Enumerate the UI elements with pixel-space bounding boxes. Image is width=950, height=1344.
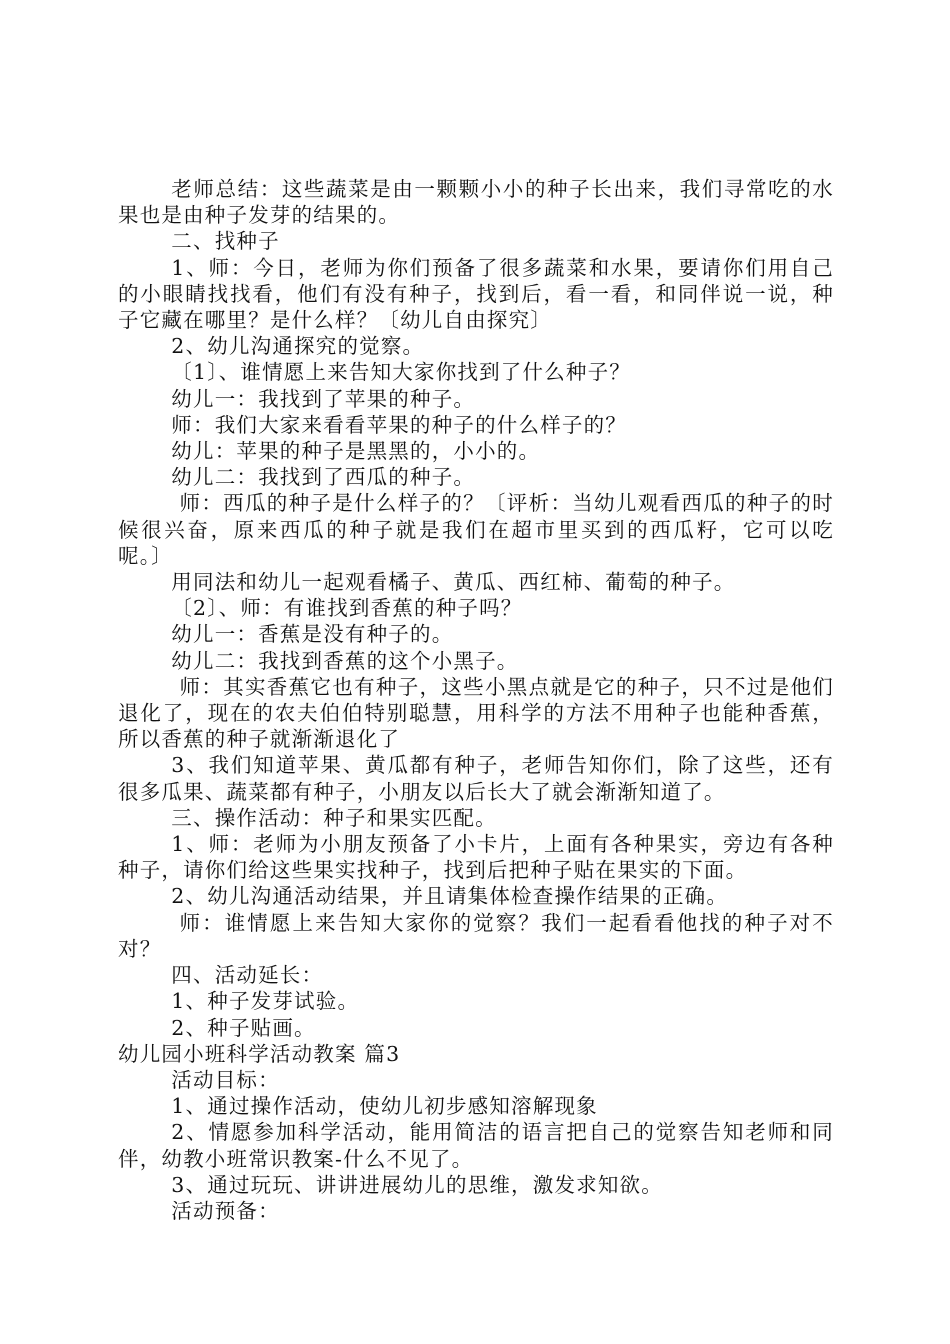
paragraph-step-3: 3、我们知道苹果、黄瓜都有种子，老师告知你们，除了这些，还有很多瓜果、蔬菜都有种子，小朋友以后长大了就会渐渐知道了。: [118, 753, 834, 804]
heading-operation-activity: 三、操作活动：种子和果实匹配。: [171, 805, 497, 830]
document-body: [118, 176, 834, 1224]
paragraph-child-one-banana: 幼儿一：香蕉是没有种子的。: [171, 622, 454, 647]
paragraph-teacher-banana: 师：其实香蕉它也有种子，这些小黑点就是它的种子，只不过是他们退化了，现在的农夫伯伯特别聪慧，用科学的方法不用种子也能种香蕉，所以香蕉的种子就渐渐退化了: [118, 674, 834, 752]
paragraph-teacher-check: 师：谁情愿上来告知大家你的觉察？我们一起看看他找的种子对不对？: [118, 910, 834, 961]
paragraph-child-two-banana: 幼儿二：我找到香蕉的这个小黑子。: [171, 648, 519, 673]
paragraph-extension-1: 1、种子发芽试验。: [171, 989, 360, 1014]
heading-activity-goals: 活动目标：: [171, 1067, 280, 1092]
paragraph-question-1: 〔1〕、谁情愿上来告知大家你找到了什么种子？: [171, 360, 631, 385]
paragraph-teacher-apple: 师：我们大家来看看苹果的种子的什么样子的？: [171, 412, 627, 437]
paragraph-child-one-apple: 幼儿一：我找到了苹果的种子。: [171, 386, 476, 411]
paragraph-child-two-watermelon: 幼儿二：我找到了西瓜的种子。: [171, 465, 476, 490]
paragraph-goal-3: 3、通过玩玩、讲讲进展幼儿的思维，激发求知欲。: [171, 1172, 663, 1197]
paragraph-operation-1: 1、师：老师为小朋友预备了小卡片，上面有各种果实，旁边有各种种子，请你们给这些果实找种子，找到后把种子贴在果实的下面。: [118, 832, 834, 883]
paragraph-operation-2: 2、幼儿沟通活动结果，并且请集体检查操作结果的正确。: [171, 884, 729, 909]
paragraph-step-1: 1、师：今日，老师为你们预备了很多蔬菜和水果，要请你们用自己的小眼睛找找看，他们有没有种子，找到后，看一看，和同伴说一说，种子它藏在哪里？是什么样？〔幼儿自由探究〕: [118, 255, 834, 333]
heading-find-seeds: 二、找种子: [171, 229, 280, 254]
section-title-lesson-3: 幼儿园小班科学活动教案 篇3: [118, 1041, 401, 1066]
paragraph-step-2: 2、幼儿沟通探究的觉察。: [171, 334, 425, 359]
heading-activity-preparation: 活动预备：: [171, 1198, 280, 1223]
paragraph-goal-2: 2、情愿参加科学活动，能用简洁的语言把自己的觉察告知老师和同伴，幼教小班常识教案-什么不见了。: [118, 1120, 834, 1171]
paragraph-goal-1: 1、通过操作活动，使幼儿初步感知溶解现象: [171, 1094, 598, 1119]
paragraph-question-2: 〔2〕、师：有谁找到香蕉的种子吗？: [171, 596, 523, 621]
paragraph-teacher-summary: 老师总结：这些蔬菜是由一颗颗小小的种子长出来，我们寻常吃的水果也是由种子发芽的结果的。: [118, 177, 834, 228]
paragraph-extension-2: 2、种子贴画。: [171, 1015, 316, 1040]
paragraph-same-method: 用同法和幼儿一起观看橘子、黄瓜、西红柿、葡萄的种子。: [171, 570, 736, 595]
paragraph-teacher-watermelon: 师：西瓜的种子是什么样子的？〔评析：当幼儿观看西瓜的种子的时候很兴奋，原来西瓜的种子就是我们在超市里买到的西瓜籽，它可以吃呢。〕: [118, 491, 834, 568]
heading-extension: 四、活动延长：: [171, 963, 324, 988]
paragraph-child-apple-desc: 幼儿：苹果的种子是黑黑的，小小的。: [171, 439, 541, 464]
